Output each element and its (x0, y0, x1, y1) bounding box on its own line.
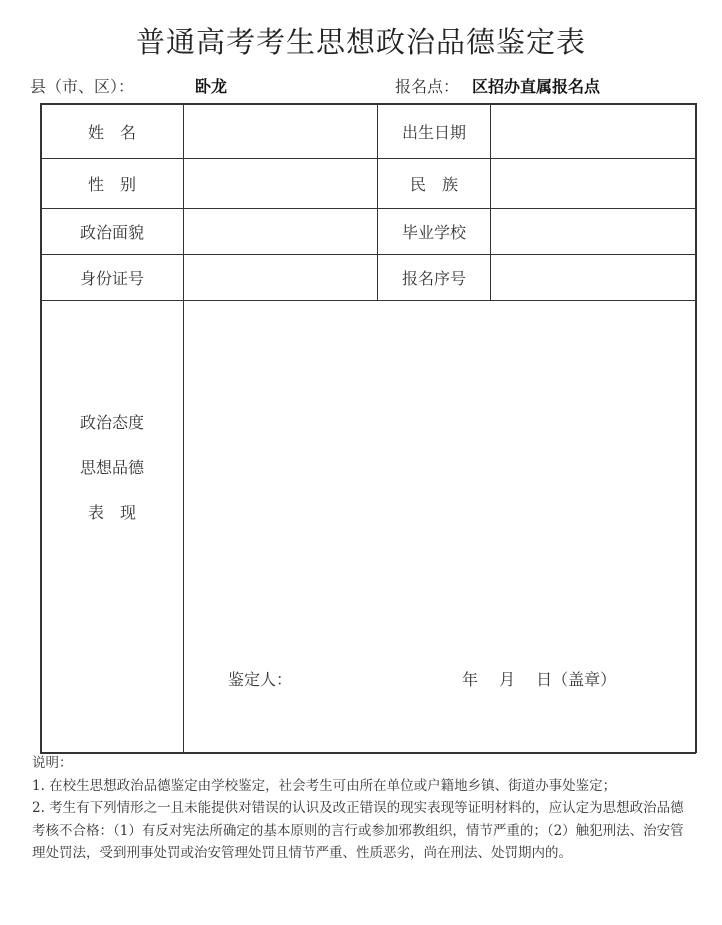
ethnicity-field[interactable] (491, 159, 695, 208)
site-label: 报名点： (395, 77, 460, 96)
date-seal-label: 年 月 日（盖章） (462, 670, 617, 689)
school-label: 毕业学校 (401, 223, 466, 242)
evaluation-label-line: 政治态度 (79, 413, 144, 432)
birthdate-field[interactable] (491, 104, 695, 158)
notes-heading: 说明： (32, 755, 73, 771)
registration-no-field[interactable] (491, 255, 695, 300)
note-item: 1. 在校生思想政治品德鉴定由学校鉴定，社会考生可由所在单位或户籍地乡镇、街道办事处鉴定； (32, 777, 617, 794)
form-title: 普通高考考生思想政治品德鉴定表 (135, 25, 586, 59)
gender-field[interactable] (184, 159, 377, 208)
notes (32, 752, 697, 865)
table-border (695, 103, 697, 753)
political-status-label: 政治面貌 (79, 223, 144, 242)
name-field[interactable] (184, 104, 377, 158)
evaluation-label (41, 400, 183, 535)
appraiser-label: 鉴定人： (228, 670, 293, 689)
registration-no-label: 报名序号 (401, 269, 466, 288)
school-field[interactable] (491, 209, 695, 254)
site-value: 区招办直属报名点 (472, 77, 601, 96)
id-number-field[interactable] (184, 255, 377, 300)
ethnicity-label: 民 族 (409, 175, 458, 194)
birthdate-label: 出生日期 (401, 122, 466, 142)
political-status-field[interactable] (184, 209, 377, 254)
evaluation-label-line: 表 现 (87, 503, 136, 522)
county-label: 县（市、区）： (30, 77, 135, 96)
county-value: 卧龙 (195, 77, 228, 96)
gender-label: 性 别 (87, 175, 136, 194)
id-number-label: 身份证号 (79, 269, 144, 288)
note-item: 2. 考生有下列情形之一且未能提供对错误的认识及改正错误的现实表现等证明材料的，应认定为思想政治品德考核不合格：（1）有反对宪法所确定的基本原则的言行或参加邪教组织，情节严重的；（2）触犯刑法、治安管理处罚法，受到刑事处罚或治安管理处罚且情节严重、性质恶劣，尚在刑法、处罚期内的。 (32, 800, 684, 861)
evaluation-label-line: 思想品德 (79, 458, 144, 477)
name-label: 姓 名 (87, 122, 136, 142)
